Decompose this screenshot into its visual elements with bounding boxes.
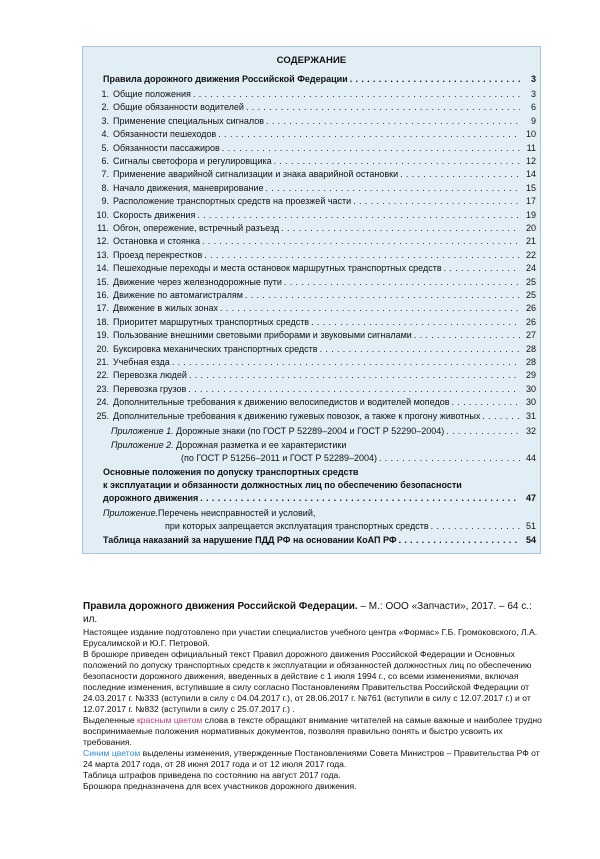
toc-item-page: 9 <box>530 115 536 126</box>
toc-fines <box>83 534 540 546</box>
toc-item-page: 24 <box>525 263 536 274</box>
toc-appendix-1-prefix: Приложение 1. <box>111 426 174 436</box>
toc-item-page: 31 <box>525 410 536 421</box>
toc-item <box>83 155 540 167</box>
toc-item-page: 11 <box>526 142 536 153</box>
toc-fines-label: Таблица наказаний за нарушение ПДД РФ на основании КоАП РФ <box>103 535 397 545</box>
toc-item-page: 6 <box>530 102 536 113</box>
toc-item-label: Сигналы светофора и регулировщика <box>113 156 272 166</box>
toc-item-label: Перевозка грузов <box>113 383 187 394</box>
table-of-contents <box>82 46 541 554</box>
toc-item <box>83 142 540 154</box>
toc-appendix-3-cont <box>83 520 540 532</box>
toc-item <box>83 115 540 127</box>
toc-item <box>83 235 540 247</box>
toc-item-number: 12. <box>96 236 109 247</box>
toc-appendix-3-line1: Перечень неисправностей и условий, <box>158 508 316 518</box>
toc-item-number: 2. <box>101 102 109 113</box>
toc-item-page: 26 <box>525 316 536 327</box>
toc-item <box>83 222 540 234</box>
toc-appendix-2-prefix: Приложение 2. <box>111 440 174 450</box>
toc-main-heading <box>83 73 540 85</box>
toc-item-page: 12 <box>525 156 536 166</box>
toc-item-page: 3 <box>530 89 536 99</box>
toc-appendix-3-line2: при которых запрещается эксплуатация транспортных средств <box>165 521 429 531</box>
toc-item <box>83 276 540 288</box>
toc-item <box>83 396 540 408</box>
toc-item-label: Остановка и стоянка <box>113 236 200 247</box>
toc-appendix-3-prefix: Приложение. <box>103 508 159 518</box>
biblio-paragraph-2: В брошюре приведен официальный текст Правил дорожного движения Российской Федерации и Основных положений по допуску транспортных средств к эксплуатации и обязанностей должностных лиц по обеспечению безопасности дорожного движения, введенных в действие с 1 июля 1994 г., со всеми изменениями, включая последние изменения, вступившие в силу согласно Постановлениям Правительства Российской Федерации от 24.03.2017 г. №333 (вступили в силу с 04.04.2017 г.), от 28.06.2017 г. №761 (вступили в силу с 12.07.2017 г.) и от 12.07.2017 г. №832 (вступили в силу с 25.07.2017 г.) . <box>83 649 532 714</box>
blue-highlight: Синим цветом <box>83 748 141 758</box>
toc-appendix-1-label: Дорожные знаки (по ГОСТ Р 52289–2004 и ГОСТ Р 52290–2004) <box>176 426 445 436</box>
toc-item-number: 1. <box>101 89 109 99</box>
toc-item-number: 7. <box>101 169 109 180</box>
toc-item-number: 3. <box>101 115 109 126</box>
toc-item-number: 18. <box>96 316 109 327</box>
toc-item-number: 19. <box>96 330 109 341</box>
toc-title: СОДЕРЖАНИЕ <box>276 55 347 66</box>
toc-item-page: 22 <box>525 249 536 260</box>
toc-appendix-3 <box>83 507 540 519</box>
toc-item <box>83 101 540 113</box>
toc-item-label: Расположение транспортных средств на проезжей части <box>113 196 352 207</box>
toc-item-label: Учебная езда <box>113 357 170 367</box>
toc-item-number: 25. <box>96 410 109 421</box>
toc-item-label: Общие положения <box>113 89 191 99</box>
toc-item-label: Применение специальных сигналов <box>113 115 265 126</box>
toc-item <box>83 343 540 355</box>
toc-item <box>83 209 540 221</box>
toc-item-number: 11. <box>97 223 109 233</box>
toc-item-page: 10 <box>525 129 536 140</box>
toc-item <box>83 88 540 100</box>
toc-item-page: 14 <box>525 169 536 180</box>
biblio-paragraph-5: Таблица штрафов приведена по состоянию на август 2017 года. <box>83 770 341 780</box>
toc-item <box>83 182 540 194</box>
toc-item-number: 16. <box>96 290 109 300</box>
toc-item-page: 17 <box>525 196 536 207</box>
toc-item-number: 21. <box>96 357 109 367</box>
toc-item-number: 15. <box>96 276 109 287</box>
toc-item-label: Движение через железнодорожные пути <box>113 276 282 287</box>
toc-basic-page: 47 <box>525 493 536 503</box>
toc-item-page: 19 <box>525 209 536 220</box>
toc-main-heading-label: Правила дорожного движения Российской Федерации <box>103 74 348 84</box>
toc-item <box>83 249 540 261</box>
toc-item-number: 22. <box>96 370 109 381</box>
toc-item-label: Общие обязанности водителей <box>113 102 244 113</box>
toc-item-number: 5. <box>101 142 109 153</box>
toc-item-label: Пользование внешними световыми приборами и звуковыми сигналами <box>113 330 412 341</box>
toc-item-label: Дополнительные требования к движению гужевых повозок, а также к прогону животных <box>113 410 481 421</box>
toc-item-label: Буксировка механических транспортных средств <box>113 343 318 354</box>
toc-item <box>83 329 540 341</box>
toc-item-number: 8. <box>101 182 109 193</box>
toc-item-number: 9. <box>101 196 109 207</box>
biblio-heading <box>83 600 543 626</box>
biblio-paragraph-6: Брошюра предназначена для всех участников дорожного движения. <box>83 781 357 791</box>
toc-item-page: 30 <box>525 383 536 394</box>
toc-appendix-2-line2: (по ГОСТ Р 51256–2011 и ГОСТ Р 52289–2004) <box>181 453 377 463</box>
toc-item-number: 20. <box>96 343 109 354</box>
toc-item-label: Скорость движения <box>113 209 196 220</box>
toc-item-page: 30 <box>525 397 536 408</box>
toc-item <box>83 410 540 422</box>
toc-item-number: 14. <box>96 263 109 274</box>
toc-item-page: 20 <box>525 223 536 233</box>
toc-item <box>83 168 540 180</box>
toc-item <box>83 128 540 140</box>
bibliographic-note <box>83 600 543 792</box>
toc-item-number: 24. <box>96 397 109 408</box>
red-highlight: красным цветом <box>137 715 203 725</box>
toc-item-label: Перевозка людей <box>113 370 187 381</box>
biblio-title: Правила дорожного движения Российской Федерации. <box>83 601 358 612</box>
biblio-title-rest: – М.: ООО «Запчасти», 2017. – 64 с.: ил. <box>83 601 532 625</box>
toc-appendix-3-page: 51 <box>525 521 536 531</box>
toc-basic-line3: дорожного движения . . . 47 <box>83 492 540 504</box>
toc-item-number: 6. <box>101 156 109 166</box>
toc-item-page: 21 <box>525 236 536 247</box>
toc-item-label: Проезд перекрестков <box>113 249 203 260</box>
biblio-paragraph-4: Синим цветом выделены изменения, утвержденные Постановлениями Совета Министров – Правительства РФ от 24 марта 2017 года, от 28 июня 2017 года и от 12 июля 2017 года. <box>83 748 540 769</box>
toc-item-page: 27 <box>525 330 536 341</box>
toc-item-number: 10. <box>96 209 109 220</box>
toc-item-label: Обгон, опережение, встречный разъезд <box>113 223 280 233</box>
toc-item <box>83 195 540 207</box>
toc-item <box>83 369 540 381</box>
toc-main-heading-page: 3 <box>530 74 536 84</box>
biblio-paragraph-1: Настоящее издание подготовлено при участии специалистов учебного центра «Формас» Г.Б. Громоковского, Л.А. Ерусалимской и Ю.Г. Петровой. <box>83 627 538 648</box>
toc-basic-line2: к эксплуатации и обязанности должностных лиц по обеспечению безопасности <box>103 480 462 490</box>
toc-fines-page: 54 <box>525 535 536 545</box>
toc-appendix-2-line1: Дорожная разметка и ее характеристики <box>176 440 347 450</box>
toc-item <box>83 262 540 274</box>
toc-item <box>83 302 540 314</box>
toc-item-page: 15 <box>525 182 536 193</box>
toc-item <box>83 316 540 328</box>
toc-item-number: 13. <box>96 249 109 260</box>
toc-item-page: 26 <box>525 303 536 314</box>
toc-item-label: Начало движения, маневрирование <box>113 182 264 193</box>
toc-item-number: 23. <box>96 383 109 394</box>
toc-item-label: Движение по автомагистралям <box>113 290 243 300</box>
toc-item-page: 28 <box>525 343 536 354</box>
toc-appendix-1 <box>83 425 540 437</box>
toc-appendix-1-page: 32 <box>525 426 536 436</box>
toc-item-label: Пешеходные переходы и места остановок маршрутных транспортных средств <box>113 263 442 274</box>
toc-item-page: 29 <box>525 370 536 381</box>
toc-item <box>83 356 540 368</box>
toc-item-page: 25 <box>525 276 536 287</box>
toc-item <box>83 289 540 301</box>
toc-item-page: 25 <box>525 290 536 300</box>
toc-basic-line1: Основные положения по допуску транспортных средств <box>103 467 359 477</box>
toc-item-label: Дополнительные требования к движению велосипедистов и водителей мопедов <box>113 397 450 408</box>
toc-item-label: Обязанности пассажиров <box>113 142 220 153</box>
toc-appendix-2 <box>83 439 540 451</box>
toc-appendix-2-page: 44 <box>525 453 536 463</box>
toc-item-number: 17. <box>96 303 109 314</box>
toc-item-number: 4. <box>101 129 109 140</box>
toc-item-page: 28 <box>525 357 536 367</box>
toc-appendix-2-cont <box>83 452 540 464</box>
toc-item-label: Приоритет маршрутных транспортных средств <box>113 316 310 327</box>
toc-item-label: Обязанности пешеходов <box>113 129 217 140</box>
toc-item-label: Движение в жилых зонах <box>113 303 218 314</box>
toc-item-label: Применение аварийной сигнализации и знака аварийной остановки <box>113 169 399 180</box>
biblio-paragraph-3: Выделенные красным цветом слова в тексте обращают внимание читателей на самые важные и наиболее трудно воспринимаемые положения нормативных документов, позволяя правильно понять и быстро усвоить их требования. <box>83 715 542 747</box>
toc-item <box>83 383 540 395</box>
